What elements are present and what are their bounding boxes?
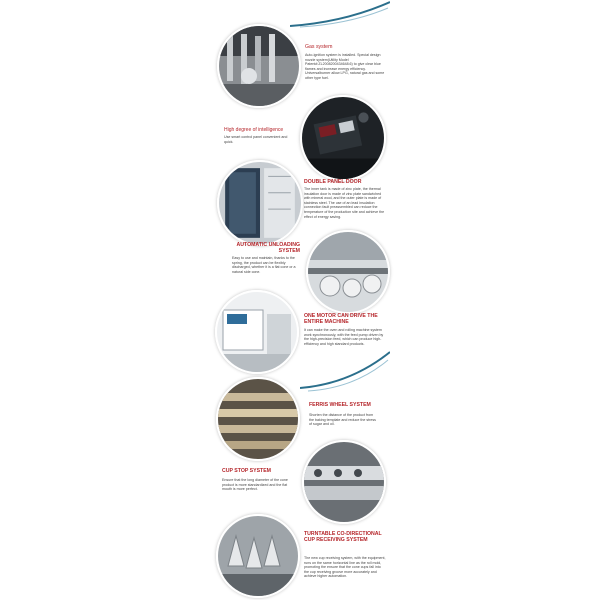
cup-stop-photo (302, 440, 386, 524)
swoosh-top-decoration (290, 0, 390, 28)
ferris-wheel-title: FERRIS WHEEL SYSTEM (309, 402, 371, 408)
control-panel-photo (300, 95, 386, 181)
turntable-description: The new cup receiving system, with the equipment, runs on the same horizontal line as the roll mold, promoting the ensure that the cone cups fall into the cup receiving groove more accurately and achieve higher automation. (304, 556, 386, 579)
motor-drive-description: It can make the oven and rolling machine system work synchronously, with the feed pump driven by the high-precision feed, which can produce high-efficiency and high standard products. (304, 328, 384, 346)
cup-stop-description: Ensure that the long diameter of the cone product is more standardized and the flat mouth is more perfect. (222, 478, 288, 492)
intelligence-description: Use smart control panel convenient and quick. (224, 135, 288, 144)
gas-system-photo (217, 24, 301, 108)
swoosh-mid-decoration (300, 348, 390, 393)
ferris-wheel-photo (216, 377, 300, 461)
turntable-photo (216, 514, 300, 598)
unloading-system-title: AUTOMATIC UNLOADING SYSTEM (236, 242, 300, 254)
intelligence-title: High degree of intelligence (224, 127, 284, 133)
unloading-system-description: Easy to use and maintain, thanks to the spring, the product can be flexibly discharged, whether it is a flat cone or a natural side cone. (232, 256, 296, 274)
motor-drive-photo (215, 290, 299, 374)
double-panel-door-photo (217, 160, 303, 246)
unloading-system-photo (306, 230, 390, 314)
double-panel-door-description: The inner tank is made of zinc plate, the thermal insulation door is made of zinc plate sandwiched with mineral wool, and the outer plate is made of stainless steel. The use of an lead insulation connection fault preassembled can reduce the temperature of the production site and achieve the effect of energy saving. (304, 187, 385, 219)
motor-drive-title: ONE MOTOR CAN DRIVE THE ENTIRE MACHINE (304, 313, 378, 325)
ferris-wheel-description: Shorten the distance of the product from the baking template and reduce the stress of sugar and oil. (309, 413, 376, 427)
turntable-title: TURNTABLE CO-DIRECTIONAL CUP RECEIVING SYSTEM (304, 531, 382, 543)
double-panel-door-title: DOUBLE PANEL DOOR (304, 179, 362, 185)
gas-system-title: Gas system (305, 44, 333, 50)
gas-system-description: Auto-ignition system is installed. Special design nozzle system(Utility Model Patent#:ZL2008200434648.6) to give clear blue flames and increase energy efficiency. Universalburner allow LPG, natural gas and some other type fuel. (305, 53, 385, 80)
cup-stop-title: CUP STOP SYSTEM (222, 468, 272, 474)
